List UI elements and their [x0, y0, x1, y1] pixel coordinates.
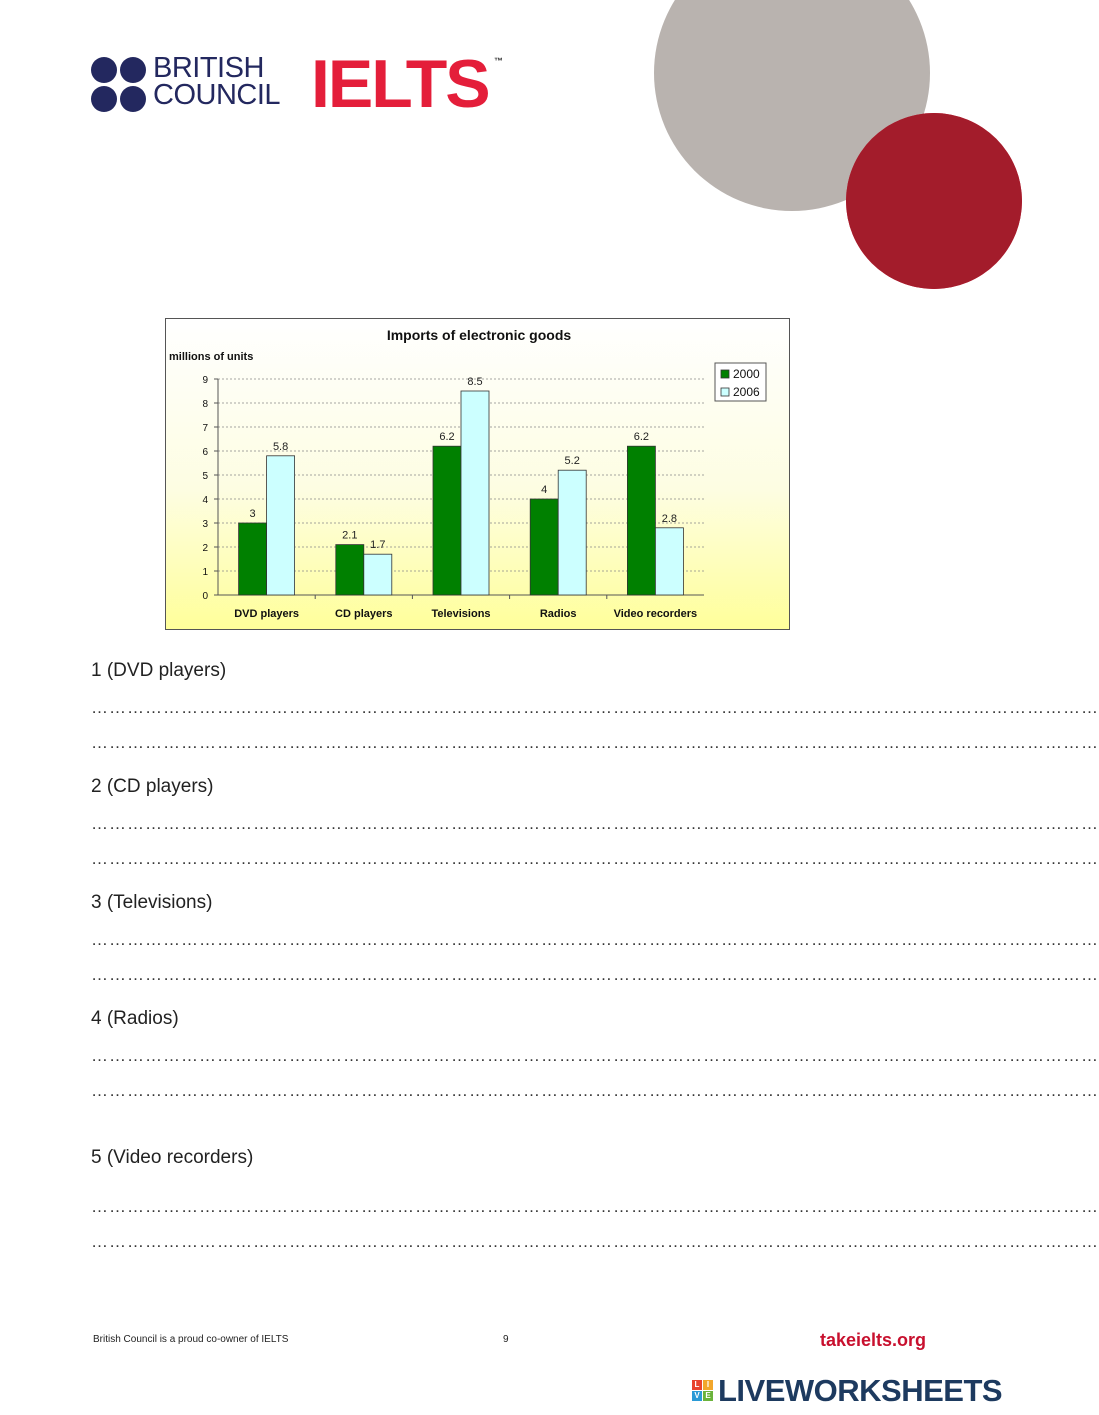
bar-2006 [655, 528, 683, 595]
takeielts-link[interactable]: takeielts.org [820, 1330, 927, 1350]
answer-line[interactable]: …………………………………………………………………………………………………………………………………………………… [91, 814, 1099, 833]
chart-title: Imports of electronic goods [386, 327, 572, 343]
y-tick-label: 9 [202, 375, 208, 386]
y-axis-label: millions of units [169, 351, 254, 363]
y-tick-label: 3 [202, 519, 208, 530]
data-label: 4 [541, 484, 548, 496]
x-category-label: Televisions [431, 608, 491, 620]
bar-2000 [239, 523, 267, 595]
y-tick-label: 1 [202, 567, 208, 578]
ielts-wordmark: IELTS [311, 46, 489, 122]
bar-2000 [433, 446, 461, 595]
legend-label: 2006 [733, 385, 760, 399]
bar-2006 [558, 470, 586, 595]
bar-2000 [336, 545, 364, 595]
legend-swatch-2000 [721, 370, 729, 378]
legend-label: 2000 [733, 367, 760, 381]
bar-2000 [530, 499, 558, 595]
bar-2006 [461, 391, 489, 595]
question-label: 4 (Radios) [91, 1008, 179, 1029]
data-label: 2.1 [342, 529, 358, 542]
x-category-label: CD players [335, 608, 393, 620]
answer-line[interactable]: …………………………………………………………………………………………………………………………………………………… [91, 849, 1099, 868]
footer-text: British Council is a proud co-owner of IELTS [93, 1334, 289, 1345]
data-label: 1.7 [370, 539, 386, 552]
liveworksheets-icon: L I V E [692, 1380, 714, 1402]
data-label: 3 [249, 508, 256, 520]
data-label: 6.2 [633, 431, 650, 444]
answer-line[interactable]: …………………………………………………………………………………………………………………………………………………… [91, 1197, 1099, 1216]
y-tick-label: 2 [202, 543, 208, 554]
bar-2006 [364, 554, 392, 595]
y-tick-label: 8 [202, 399, 208, 410]
y-tick-label: 5 [202, 471, 208, 482]
bar-2006 [267, 456, 295, 595]
x-category-label: DVD players [234, 608, 300, 620]
y-tick-label: 0 [202, 591, 208, 602]
x-category-label: Video recorders [613, 608, 698, 620]
answer-line[interactable]: …………………………………………………………………………………………………………………………………………………… [91, 930, 1099, 949]
answer-line[interactable]: …………………………………………………………………………………………………………………………………………………… [91, 965, 1099, 984]
british-council-wordmark: BRITISH COUNCIL [153, 52, 281, 111]
imports-chart [165, 318, 790, 630]
trademark-symbol: ™ [494, 56, 503, 66]
decorative-red-circle [846, 113, 1022, 289]
answer-line[interactable]: …………………………………………………………………………………………………………………………………………………… [91, 1046, 1099, 1065]
data-label: 2.8 [661, 512, 678, 525]
question-label: 3 (Televisions) [91, 892, 213, 913]
british-council-dots-icon [91, 57, 147, 113]
bar-2000 [627, 446, 655, 595]
page-number: 9 [503, 1334, 509, 1345]
y-tick-label: 7 [202, 423, 208, 434]
data-label: 8.5 [467, 376, 483, 388]
answer-line[interactable]: …………………………………………………………………………………………………………………………………………………… [91, 698, 1099, 717]
liveworksheets-wordmark: LIVEWORKSHEETS [718, 1373, 1003, 1408]
data-label: 5.2 [564, 455, 580, 468]
legend-swatch-2006 [721, 388, 729, 396]
answer-line[interactable]: …………………………………………………………………………………………………………………………………………………… [91, 1081, 1099, 1100]
y-tick-label: 4 [202, 495, 208, 506]
data-label: 5.8 [272, 440, 289, 453]
question-label: 2 (CD players) [91, 776, 214, 797]
question-label: 1 (DVD players) [91, 660, 227, 681]
question-label: 5 (Video recorders) [91, 1147, 254, 1168]
y-tick-label: 6 [202, 447, 208, 458]
answer-line[interactable]: …………………………………………………………………………………………………………………………………………………… [91, 1232, 1099, 1251]
data-label: 6.2 [439, 431, 455, 444]
x-category-label: Radios [539, 608, 577, 620]
answer-line[interactable]: …………………………………………………………………………………………………………………………………………………… [91, 733, 1099, 752]
chart-svg [166, 319, 791, 631]
